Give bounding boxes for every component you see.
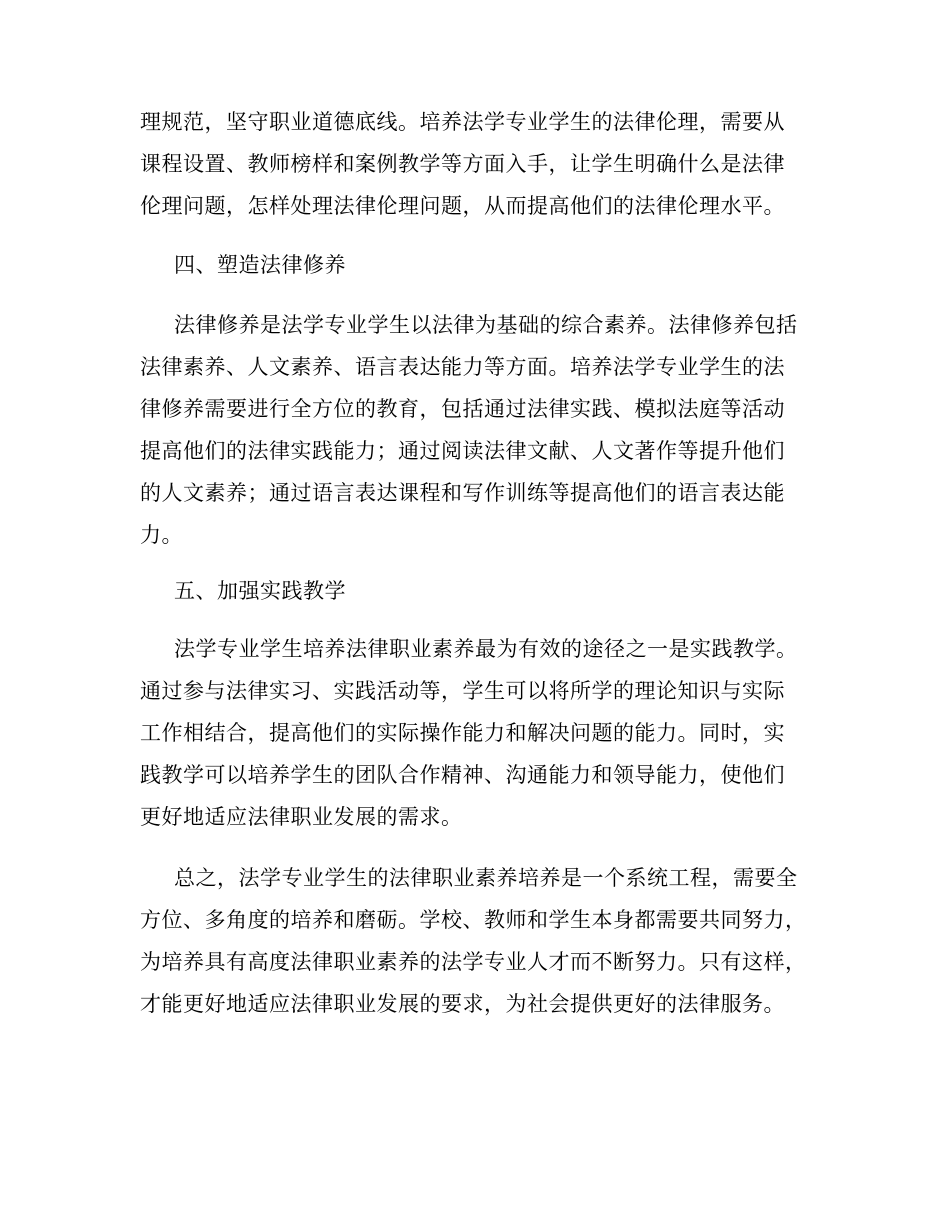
- paragraph-line: 律修养需要进行全方位的教育，包括通过法律实践、模拟法庭等活动: [140, 397, 785, 421]
- paragraph-line: 方位、多角度的培养和磨砺。学校、教师和学生本身都需要共同努力，: [140, 908, 807, 932]
- paragraph-line: 总之，法学专业学生的法律职业素养培养是一个系统工程，需要全: [174, 866, 798, 890]
- paragraph-line: 为培养具有高度法律职业素养的法学专业人才而不断努力。只有这样，: [140, 950, 807, 974]
- paragraph-line: 理规范，坚守职业道德底线。培养法学专业学生的法律伦理，需要从: [140, 110, 785, 134]
- paragraph-line: 课程设置、教师榜样和案例教学等方面入手，让学生明确什么是法律: [140, 152, 785, 176]
- paragraph-line: 的人文素养；通过语言表达课程和写作训练等提高他们的语言表达能: [140, 481, 785, 505]
- paragraph-line: 通过参与法律实习、实践活动等，学生可以将所学的理论知识与实际: [140, 679, 785, 703]
- paragraph-line: 法律素养、人文素养、语言表达能力等方面。培养法学专业学生的法: [140, 355, 785, 379]
- paragraph-line: 工作相结合，提高他们的实际操作能力和解决问题的能力。同时，实: [140, 721, 785, 745]
- paragraph-line: 提高他们的法律实践能力；通过阅读法律文献、人文著作等提升他们: [140, 439, 785, 463]
- paragraph-line: 法律修养是法学专业学生以法律为基础的综合素养。法律修养包括: [174, 313, 798, 337]
- paragraph-line: 践教学可以培养学生的团队合作精神、沟通能力和领导能力，使他们: [140, 763, 785, 787]
- paragraph-line: 更好地适应法律职业发展的需求。: [140, 805, 463, 829]
- section-heading: 四、塑造法律修养: [174, 253, 346, 277]
- paragraph-line: 力。: [140, 523, 183, 547]
- paragraph-line: 法学专业学生培养法律职业素养最为有效的途径之一是实践教学。: [174, 637, 798, 661]
- section-heading: 五、加强实践教学: [174, 579, 346, 603]
- paragraph-line: 才能更好地适应法律职业发展的要求，为社会提供更好的法律服务。: [140, 992, 785, 1016]
- paragraph-line: 伦理问题，怎样处理法律伦理问题，从而提高他们的法律伦理水平。: [140, 194, 785, 218]
